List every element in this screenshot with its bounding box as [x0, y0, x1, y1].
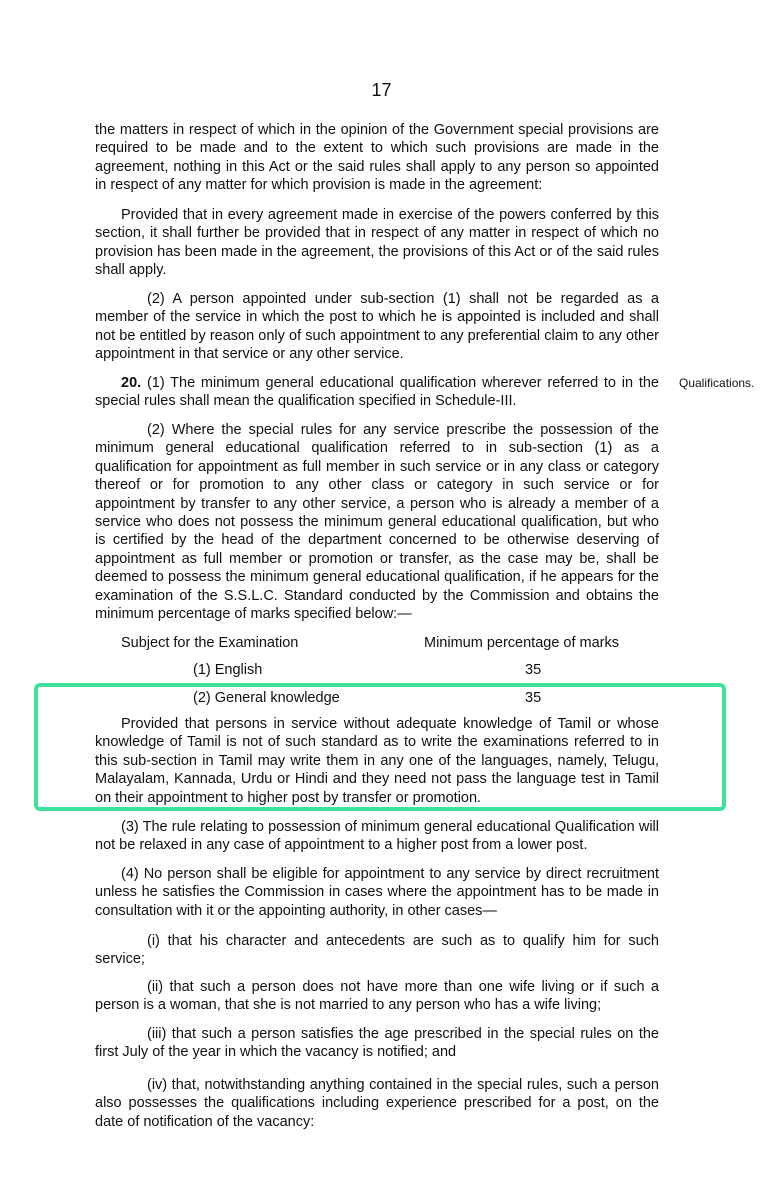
- paragraph-section-20-2: (2) Where the special rules for any service prescribe the possession of the minimum general educational qualification referred to in sub-section (1) as a qualification for appointment as full member in such service or in any class or category thereof or for promotion to any other class or category in such service or for appointment by transfer to any other service, a person who is already a member of a service who does not possess the minimum general educational qualification, but who is certified by the head of the department concerned to be otherwise deserving of appointment as full member or promotion or transfer, as the case may be, shall be deemed to possess the minimum general educational qualification, if he appears for the examination of the S.S.L.C. Standard conducted by the Commission and obtains the minimum percentage of marks specified below:—: [95, 422, 659, 623]
- section-number: 20.: [121, 375, 142, 391]
- paragraph-agreement-continuation: the matters in respect of which in the opinion of the Government special provisions are required to be made and to the extent to which such provisions are made in the agreement, nothing in this Act or the said rules shall apply to any person so appointed in respect of any matter for which provision is made in the agreement:: [95, 122, 659, 194]
- paragraph-agreement-proviso: Provided that in every agreement made in exercise of the powers conferred by this section, it shall further be provided that in respect of any matter in respect of which no provision has been made in the agreement, the provisions of this Act or of the said rules shall apply.: [95, 207, 659, 279]
- exam-row-subject: (1) English: [193, 662, 263, 678]
- exam-row-marks: 35: [525, 690, 542, 706]
- highlight-box: [34, 683, 726, 811]
- paragraph-clause-ii: (ii) that such a person does not have more than one wife living or if such a person is a woman, that she is not married to any person who has a wife living;: [95, 979, 659, 1014]
- paragraph-subsection-3: (3) The rule relating to possession of minimum general educational Qualification will not be relaxed in any case of appointment to a higher post from a lower post.: [95, 819, 659, 854]
- exam-header-subject: Subject for the Examination: [121, 635, 299, 651]
- exam-row-subject: (2) General knowledge: [193, 690, 340, 706]
- margin-note-qualifications: Qualifications.: [679, 376, 755, 390]
- paragraph-subsection-4: (4) No person shall be eligible for appointment to any service by direct recruitment unless he satisfies the Commission in cases where the appointment has to be made in consultation with it or the appointing authority, in other cases—: [95, 866, 659, 919]
- paragraph-clause-iii: (iii) that such a person satisfies the age prescribed in the special rules on the first July of the year in which the vacancy is notified; and: [95, 1026, 659, 1061]
- section-20-text: (1) The minimum general educational qualification wherever referred to in the special rules shall mean the qualification specified in Schedule-III.: [95, 375, 659, 410]
- paragraph-clause-iv: (iv) that, notwithstanding anything contained in the special rules, such a person also possesses the qualifications including experience prescribed for a post, on the date of notification of the vacancy:: [95, 1077, 659, 1130]
- paragraph-section-20: [95, 374, 659, 411]
- paragraph-clause-i: (i) that his character and antecedents are such as to qualify him for such service;: [95, 933, 659, 968]
- exam-row-marks: 35: [525, 662, 542, 678]
- paragraph-subsection-2: (2) A person appointed under sub-section (1) shall not be regarded as a member of the service in which the post to which he is appointed is included and shall not be entitled by reason only of such appointment to any preferential claim to any other appointment in that service or any other service.: [95, 291, 659, 363]
- paragraph-tamil-proviso: Provided that persons in service without adequate knowledge of Tamil or whose knowledge of Tamil is not of such standard as to write the examinations referred to in this sub-section in Tamil may write them in any one of the languages, namely, Telugu, Malayalam, Kannada, Urdu or Hindi and they need not pass the language test in Tamil on their appointment to higher post by transfer or promotion.: [95, 716, 659, 806]
- exam-header-marks: Minimum percentage of marks: [424, 635, 620, 651]
- page-number: 17: [371, 80, 392, 100]
